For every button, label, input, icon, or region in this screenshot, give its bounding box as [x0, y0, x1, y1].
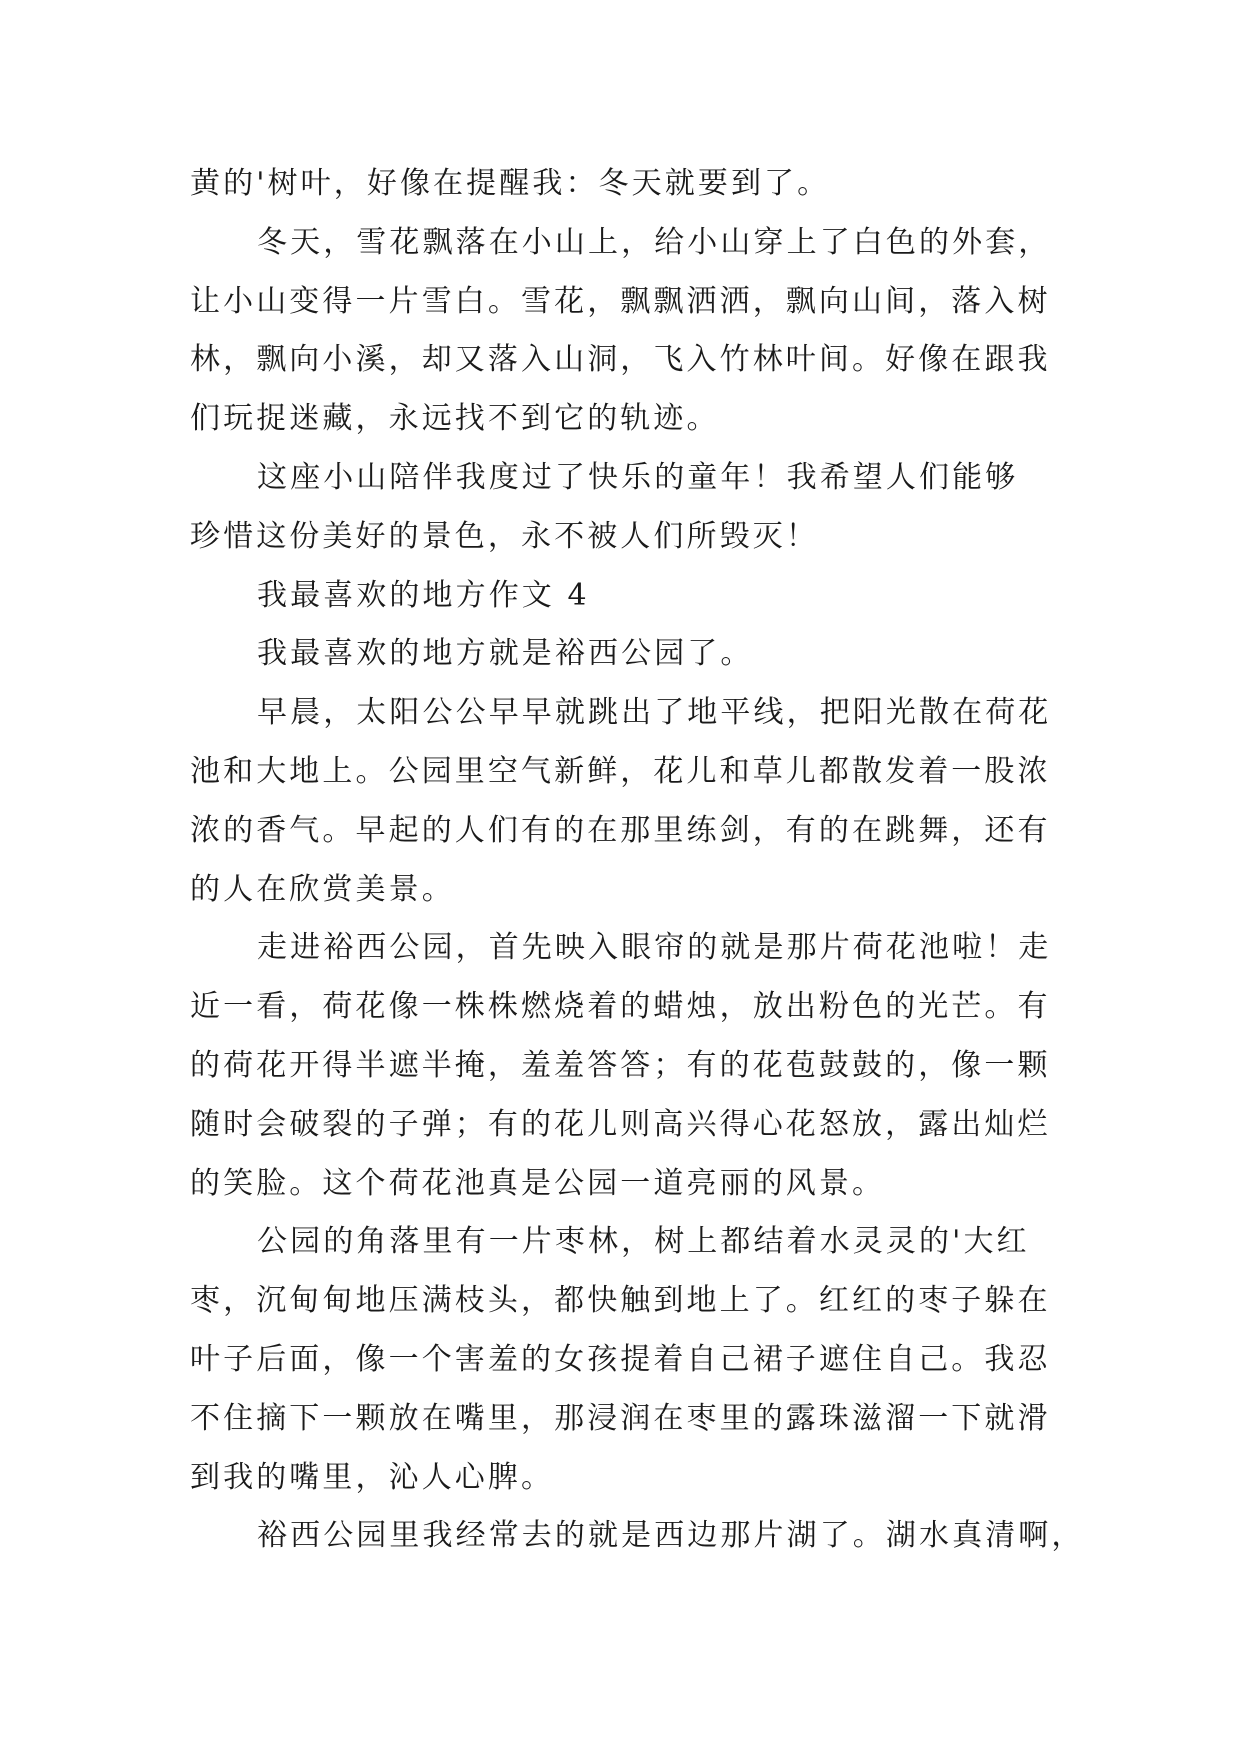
paragraph-line: 冬天，雪花飘落在小山上，给小山穿上了白色的外套，: [257, 224, 1052, 260]
paragraph: [190, 1213, 1110, 1507]
paragraph-line: 珍惜这份美好的景色，永不被人们所毁灭！: [190, 518, 819, 554]
paragraph-line: 裕西公园里我经常去的就是西边那片湖了。湖水真清啊，: [257, 1518, 1085, 1554]
paragraph: [190, 449, 1110, 567]
paragraph-line: 这座小山陪伴我度过了快乐的童年！我希望人们能够: [257, 459, 1019, 495]
paragraph-line: 浓的香气。早起的人们有的在那里练剑，有的在跳舞，还有: [190, 812, 1051, 848]
document-page: [190, 155, 1110, 1566]
paragraph-line: 到我的嘴里，沁人心脾。: [190, 1459, 555, 1495]
paragraph: [190, 919, 1110, 1213]
paragraph-line: 不住摘下一颗放在嘴里，那浸润在枣里的露珠滋溜一下就滑: [190, 1400, 1051, 1436]
paragraph-line: 早晨，太阳公公早早就跳出了地平线，把阳光散在荷花: [257, 695, 1052, 731]
paragraph-line: 近一看，荷花像一株株燃烧着的蜡烛，放出粉色的光芒。有: [190, 989, 1051, 1025]
paragraph: [190, 625, 1110, 684]
paragraph-line: 我最喜欢的地方就是裕西公园了。: [257, 636, 754, 672]
paragraph-line: 让小山变得一片雪白。雪花，飘飘洒洒，飘向山间，落入树: [190, 283, 1051, 319]
paragraph-line: 公园的角落里有一片枣林，树上都结着水灵灵的'大红: [257, 1224, 1030, 1260]
paragraph-line: 黄的'树叶，好像在提醒我：冬天就要到了。: [190, 166, 831, 201]
paragraph-line: 随时会破裂的子弹；有的花儿则高兴得心花怒放，露出灿烂: [190, 1106, 1051, 1142]
paragraph: [190, 214, 1110, 449]
paragraph-line: 林，飘向小溪，却又落入山洞，飞入竹林叶间。好像在跟我: [190, 342, 1051, 378]
paragraph-line: 枣，沉甸甸地压满枝头，都快触到地上了。红红的枣子躲在: [190, 1283, 1051, 1319]
section-title: 我最喜欢的地方作文 4: [257, 577, 590, 613]
paragraph-line: 池和大地上。公园里空气新鲜，花儿和草儿都散发着一股浓: [190, 753, 1051, 789]
paragraph-line: 们玩捉迷藏，永远找不到它的轨迹。: [190, 401, 720, 437]
paragraph-line: 的笑脸。这个荷花池真是公园一道亮丽的风景。: [190, 1165, 886, 1201]
paragraph: [190, 1507, 1110, 1566]
paragraph-line: 走进裕西公园，首先映入眼帘的就是那片荷花池啦！走: [257, 930, 1052, 966]
paragraph-line: 的人在欣赏美景。: [190, 871, 455, 907]
paragraph-line: 的荷花开得半遮半掩，羞羞答答；有的花苞鼓鼓的，像一颗: [190, 1047, 1051, 1083]
paragraph-line: 叶子后面，像一个害羞的女孩提着自己裙子遮住自己。我忍: [190, 1341, 1051, 1377]
paragraph: [190, 155, 1110, 214]
paragraph: [190, 684, 1110, 919]
